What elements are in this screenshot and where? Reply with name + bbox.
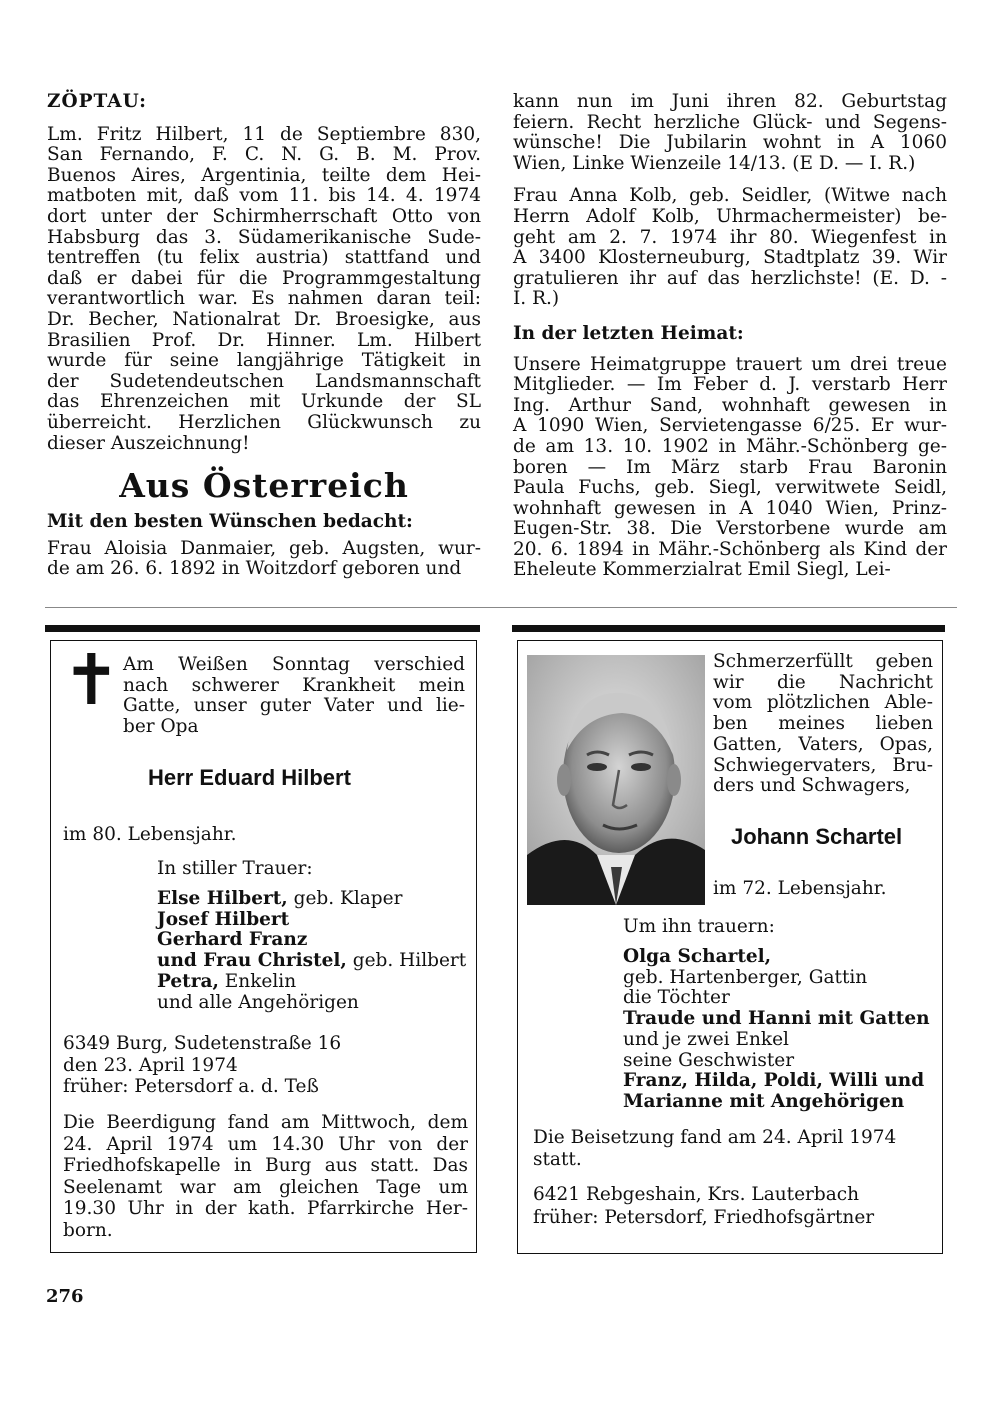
right-para2 (513, 186, 947, 310)
mourner-name: Marianne mit Angehörigen (623, 1090, 905, 1112)
notice-right-top-bar (512, 625, 945, 632)
text-line: born. (63, 1219, 113, 1241)
notice-right-name: Johann Schartel (731, 824, 903, 849)
text-line: Gatten, Vaters, Opas, (713, 733, 933, 755)
notice-left-cross-icon: ✝ (62, 639, 121, 721)
text-line: daß er dabei für die Programmgestaltung (47, 267, 481, 289)
notice-left-name: Herr Eduard Hilbert (148, 765, 351, 790)
text-line: 24. April 1974 um 14.30 Uhr von der (63, 1133, 468, 1155)
text-line: feiern. Recht herzliche Glück- und Segens- (513, 111, 947, 133)
text-line: das Ehrenzeichen mit Urkunde der SL (47, 391, 481, 413)
text-line: dort unter der Schirmherrschaft Otto von (47, 205, 481, 227)
mourner-detail: geb. Hartenberger, Gattin (623, 966, 868, 988)
text-line: Eugen-Str. 38. Die Verstorbene wurde am (513, 518, 947, 540)
text-line: früher: Petersdorf, Friedhofsgärtner (533, 1207, 875, 1228)
text-line: wir die Nachricht (713, 671, 933, 693)
mourner-line (623, 1030, 930, 1051)
text-line: wurde für seine langjährige Tätigkeit in (47, 350, 481, 372)
text-line: statt. (533, 1148, 582, 1170)
portrait-image (527, 655, 705, 905)
mourner-line (623, 1071, 930, 1092)
mourner-name: Gerhard Franz (157, 929, 308, 951)
text-line: de am 13. 10. 1902 in Mähr.-Schönberg ge- (513, 435, 947, 457)
notice-left-funeral (63, 1112, 468, 1241)
right-para3 (513, 355, 947, 582)
notice-left-intro-lines (123, 655, 465, 738)
page-number: 276 (46, 1286, 84, 1307)
text-line: dieser Auszeichnung! (47, 432, 250, 454)
notice-left-age: im 80. Lebensjahr. (63, 824, 237, 845)
notice-left-mourning-label: In stiller Trauer: (157, 858, 313, 879)
mourner-line (157, 889, 466, 910)
mourner-detail: und alle Angehörigen (157, 991, 359, 1013)
mourner-name: Traude und Hanni mit Gatten (623, 1008, 930, 1030)
mourner-detail: geb. Hilbert (346, 950, 467, 972)
notice-right-address (533, 1183, 874, 1229)
left-column (47, 92, 481, 580)
mourner-name: Josef Hilbert (157, 908, 290, 930)
text-line: gratulieren ihr auf das herzlichste! (E. D. - (513, 267, 947, 289)
mourner-detail: Enkelin (218, 970, 297, 992)
notice-right-mourning-label: Um ihn trauern: (623, 916, 775, 937)
text-line: San Fernando, F. C. N. G. B. M. Prov. (47, 144, 481, 166)
text-line: den 23. April 1974 (63, 1054, 238, 1076)
text-line: Herrn Adolf Kolb, Uhrmachermeister) be- (513, 205, 947, 227)
text-line: geht am 2. 7. 1974 ihr 80. Wiegenfest in (513, 226, 947, 248)
mourner-name: und Frau Christel, (157, 950, 347, 972)
text-line: Eheleute Kommerzialrat Emil Siegl, Lei- (513, 559, 891, 581)
notice-left-address-lines (63, 1033, 341, 1098)
mourner-detail: und je zwei Enkel (623, 1028, 789, 1050)
text-line: 6421 Rebgeshain, Krs. Lauterbach (533, 1184, 860, 1205)
notice-left-address (63, 1033, 341, 1098)
mourner-name: Else Hilbert, (157, 888, 288, 909)
notice-right-intro (713, 652, 933, 797)
mourner-line (157, 993, 466, 1014)
text-line: Mitglieder. — Im Feber d. J. verstarb Herr (513, 374, 947, 396)
mourner-line (157, 972, 466, 993)
notice-right-age: im 72. Lebensjahr. (713, 878, 887, 899)
text-line: früher: Petersdorf a. d. Teß (63, 1076, 319, 1097)
text-line: tentreffen (tu felix austria) stattfand und (47, 247, 481, 269)
subheading-letzte-heimat: In der letzten Heimat: (513, 322, 744, 344)
text-line: kann nun im Juni ihren 82. Geburtstag (513, 91, 947, 112)
mourner-line (157, 951, 466, 972)
notice-left-intro (123, 655, 465, 738)
mourner-detail: seine Geschwister (623, 1049, 795, 1071)
mourner-line (157, 910, 466, 931)
mourner-name: Franz, Hilda, Poldi, Willi und (623, 1070, 925, 1092)
text-line: Habsburg das 3. Südamerikanische Sude- (47, 226, 481, 248)
text-line: ber Opa (123, 716, 199, 738)
text-line: matboten mit, daß vom 11. bis 14. 4. 1974 (47, 185, 481, 207)
subheading-wuenschen: Mit den besten Wünschen bedacht: (47, 511, 413, 533)
text-line: Frau Anna Kolb, geb. Seidler, (Witwe nach (513, 185, 947, 207)
mourner-name: Olga Schartel, (623, 946, 772, 967)
text-line: Schwiegervaters, Bru- (713, 754, 933, 776)
text-line: Lm. Fritz Hilbert, 11 de Septiembre 830, (47, 123, 481, 145)
right-column (513, 92, 947, 581)
right-para1 (513, 92, 947, 174)
text-line: 20. 6. 1894 in Mähr.-Schönberg als Kind der (513, 538, 947, 560)
text-line: I. R.) (513, 288, 560, 310)
notice-right-intro-lines (713, 652, 933, 797)
text-line: überreicht. Herzlichen Glückwunsch zu (47, 411, 481, 433)
text-line: Die Beerdigung fand am Mittwoch, dem (63, 1112, 468, 1133)
mourner-line (157, 930, 466, 951)
notice-right-mourner-list (623, 947, 930, 1113)
left-para2 (47, 539, 481, 580)
text-line: Dr. Becher, Nationalrat Dr. Broesigke, aus (47, 308, 481, 330)
text-line: Friedhofskapelle in Burg aus statt. Das (63, 1155, 468, 1176)
text-line: vom plötzlichen Able- (713, 692, 933, 714)
text-line: wohnhaft gewesen in A 1040 Wien, Prinz- (513, 497, 947, 519)
text-line: nach schwerer Krankheit mein (123, 674, 465, 696)
mourner-line (623, 988, 930, 1009)
mourner-line (623, 947, 930, 968)
section-heading-zoeptau: ZÖPTAU: (47, 91, 147, 112)
text-line: Seelenamt war am gleichen Tage um (63, 1176, 468, 1198)
text-line: Am Weißen Sonntag verschied (123, 654, 465, 675)
text-line: Frau Aloisia Danmaier, geb. Augsten, wur- (47, 537, 481, 559)
text-line: Brasilien Prof. Dr. Hinner. Lm. Hilbert (47, 329, 481, 351)
text-line: ben meines lieben (713, 713, 933, 735)
mourner-line (623, 968, 930, 989)
mourner-line (623, 1051, 930, 1072)
mourner-detail: geb. Klaper (287, 888, 403, 909)
text-line: Die Beisetzung fand am 24. April 1974 (533, 1127, 897, 1148)
mourner-detail: die Töchter (623, 987, 730, 1009)
text-line: wünsche! Die Jubilarin wohnt in A 1060 (513, 132, 947, 154)
notice-right-burial (533, 1127, 896, 1170)
text-line: Gatte, unser guter Vater und lie- (123, 695, 465, 717)
mourner-name: Petra, (157, 970, 219, 992)
left-para1 (47, 125, 481, 455)
notice-right-burial-lines (533, 1127, 896, 1170)
text-line: Paula Fuchs, geb. Siegl, verwitwete Seidl, (513, 477, 947, 499)
text-line: Ing. Arthur Sand, wohnhaft gewesen in (513, 394, 947, 416)
text-line: Buenos Aires, Argentinia, teilte dem Hei- (47, 164, 481, 186)
divider-rule (45, 607, 957, 608)
notice-left-mourner-list (157, 889, 466, 1013)
text-line: A 3400 Klosterneuburg, Stadtplatz 39. Wir (513, 247, 947, 269)
portrait-photo (527, 655, 705, 905)
text-line: Schmerzerfüllt geben (713, 651, 933, 672)
text-line: Wien, Linke Wienzeile 14/13. (E D. — I. R.) (513, 152, 916, 174)
notice-right-mourners (623, 947, 930, 1113)
text-line: Unsere Heimatgruppe trauert um drei treue (513, 353, 947, 375)
text-line: A 1090 Wien, Servietengasse 6/25. Er wur- (513, 415, 947, 437)
mourner-line (623, 1009, 930, 1030)
text-line: ders und Schwagers, (713, 775, 911, 797)
notice-left-funeral-lines (63, 1112, 468, 1241)
text-line: der Sudetendeutschen Landsmannschaft (47, 370, 481, 392)
text-line: boren — Im März starb Frau Baronin (513, 456, 947, 478)
text-line: verantwortlich war. Es nahmen daran teil: (47, 288, 481, 310)
text-line: de am 26. 6. 1892 in Woitzdorf geboren und (47, 558, 462, 580)
mourner-line (623, 1092, 930, 1113)
text-line: 19.30 Uhr in der kath. Pfarrkirche Her- (63, 1198, 468, 1219)
notice-left-mourners (157, 889, 466, 1013)
notice-left-top-bar (45, 625, 480, 632)
text-line: 6349 Burg, Sudetenstraße 16 (63, 1033, 342, 1054)
section-title-oesterreich: Aus Österreich (119, 466, 409, 506)
notice-right-address-lines (533, 1183, 874, 1229)
